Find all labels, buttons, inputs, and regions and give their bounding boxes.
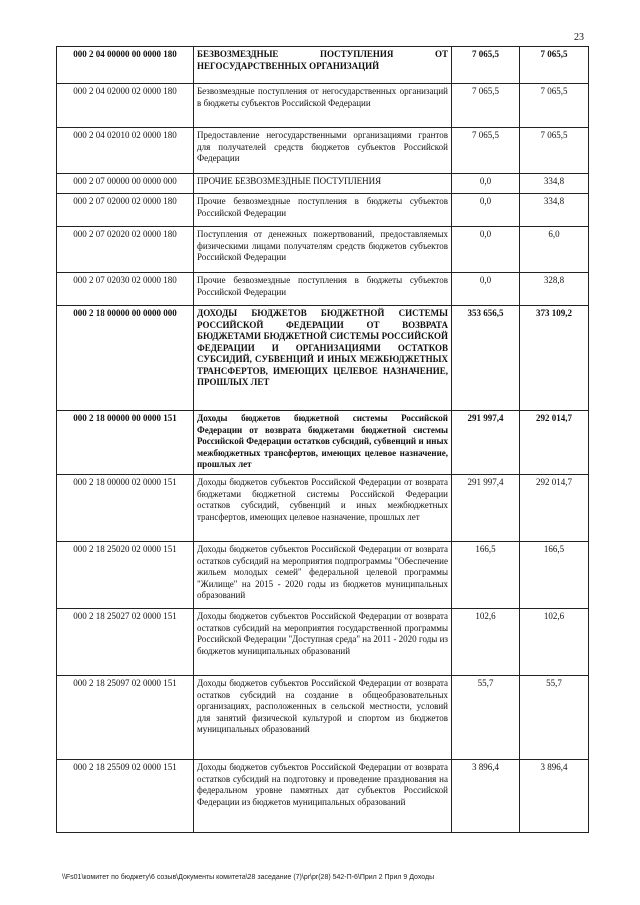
row-name: Безвозмездные поступления от негосударственных организаций в бюджеты субъектов Российской Федерации <box>194 84 452 128</box>
row-code: 000 2 18 25027 02 0000 151 <box>57 609 194 676</box>
row-value-plan: 291 997,4 <box>452 475 520 542</box>
table-row <box>57 306 589 411</box>
row-value-actual: 7 065,5 <box>520 47 589 84</box>
income-table <box>56 46 589 833</box>
row-name: Доходы бюджетов бюджетной системы Российской Федерации от возврата бюджетами бюджетной системы Российской Федерации остатков субсидий, субвенций и иных межбюджетных трансфертов, имеющих целевое назначение, прошлых лет <box>194 411 452 475</box>
row-code: 000 2 18 00000 02 0000 151 <box>57 475 194 542</box>
row-value-actual: 7 065,5 <box>520 128 589 174</box>
row-code: 000 2 07 02000 02 0000 180 <box>57 194 194 227</box>
row-value-actual: 334,8 <box>520 194 589 227</box>
row-value-actual: 7 065,5 <box>520 84 589 128</box>
row-name: Поступления от денежных пожертвований, предоставляемых физическими лицами получателям средств бюджетов субъектов Российской Федерации <box>194 227 452 273</box>
row-value-plan: 7 065,5 <box>452 84 520 128</box>
row-name: Доходы бюджетов субъектов Российской Федерации от возврата бюджетами бюджетной системы Российской Федерации остатков субсидий, субвенций и иных межбюджетных трансфертов, имеющих целевое назначение, прошлых лет <box>194 475 452 542</box>
row-code: 000 2 07 00000 00 0000 000 <box>57 174 194 194</box>
row-code: 000 2 04 02000 02 0000 180 <box>57 84 194 128</box>
row-value-actual: 334,8 <box>520 174 589 194</box>
table-row <box>57 411 589 475</box>
table-row <box>57 542 589 609</box>
footer-file-path: \\Fs01\комитет по бюджету\6 созыв\Документы комитета\28 заседание (7)\pr\pr(28) 542-П-6\Прил 2 Прил 9 Доходы <box>62 874 435 881</box>
row-code: 000 2 18 00000 00 0000 151 <box>57 411 194 475</box>
row-name: ПРОЧИЕ БЕЗВОЗМЕЗДНЫЕ ПОСТУПЛЕНИЯ <box>194 174 452 194</box>
row-value-actual: 3 896,4 <box>520 760 589 833</box>
row-name: Прочие безвозмездные поступления в бюджеты субъектов Российской Федерации <box>194 194 452 227</box>
row-value-actual: 6,0 <box>520 227 589 273</box>
row-code: 000 2 18 25020 02 0000 151 <box>57 542 194 609</box>
row-value-plan: 7 065,5 <box>452 128 520 174</box>
row-value-plan: 55,7 <box>452 676 520 760</box>
row-name: ДОХОДЫ БЮДЖЕТОВ БЮДЖЕТНОЙ СИСТЕМЫ РОССИЙСКОЙ ФЕДЕРАЦИИ ОТ ВОЗВРАТА БЮДЖЕТАМИ БЮДЖЕТНОЙ СИСТЕМЫ РОССИЙСКОЙ ФЕДЕРАЦИИ И ОРГАНИЗАЦИЯМИ ОСТАТКОВ СУБСИДИЙ, СУБВЕНЦИЙ И ИНЫХ МЕЖБЮДЖЕТНЫХ ТРАНСФЕРТОВ, ИМЕЮЩИХ ЦЕЛЕВОЕ НАЗНАЧЕНИЕ, ПРОШЛЫХ ЛЕТ <box>194 306 452 411</box>
row-code: 000 2 18 00000 00 0000 000 <box>57 306 194 411</box>
row-code: 000 2 04 02010 02 0000 180 <box>57 128 194 174</box>
table-row <box>57 676 589 760</box>
row-value-actual: 102,6 <box>520 609 589 676</box>
table-row <box>57 227 589 273</box>
row-name: Доходы бюджетов субъектов Российской Федерации от возврата остатков субсидий на создание в общеобразовательных организациях, расположенных в сельской местности, условий для занятий физической культурой и спортом из бюджетов муниципальных образований <box>194 676 452 760</box>
row-value-actual: 373 109,2 <box>520 306 589 411</box>
row-value-plan: 0,0 <box>452 273 520 306</box>
row-value-plan: 0,0 <box>452 174 520 194</box>
row-value-plan: 102,6 <box>452 609 520 676</box>
table-row <box>57 609 589 676</box>
row-value-actual: 55,7 <box>520 676 589 760</box>
row-value-actual: 292 014,7 <box>520 475 589 542</box>
table-row <box>57 760 589 833</box>
row-code: 000 2 18 25509 02 0000 151 <box>57 760 194 833</box>
row-name: Предоставление негосударственными организациями грантов для получателей средств бюджетов субъектов Российской Федерации <box>194 128 452 174</box>
row-value-plan: 3 896,4 <box>452 760 520 833</box>
table-body <box>57 47 589 833</box>
row-value-actual: 292 014,7 <box>520 411 589 475</box>
row-name: Доходы бюджетов субъектов Российской Федерации от возврата остатков субсидий на мероприятия подпрограммы "Обеспечение жильем молодых семей" федеральной целевой программы "Жилище" на 2015 - 2020 годы из бюджетов муниципальных образований <box>194 542 452 609</box>
row-name: Доходы бюджетов субъектов Российской Федерации от возврата остатков субсидий на мероприятия государственной программы Российской Федерации "Доступная среда" на 2011 - 2020 годы из бюджетов муниципальных образований <box>194 609 452 676</box>
table-row <box>57 128 589 174</box>
row-code: 000 2 07 02030 02 0000 180 <box>57 273 194 306</box>
table-row <box>57 174 589 194</box>
row-name: БЕЗВОЗМЕЗДНЫЕ ПОСТУПЛЕНИЯ ОТ НЕГОСУДАРСТВЕННЫХ ОРГАНИЗАЦИЙ <box>194 47 452 84</box>
row-value-plan: 166,5 <box>452 542 520 609</box>
row-name: Прочие безвозмездные поступления в бюджеты субъектов Российской Федерации <box>194 273 452 306</box>
row-name: Доходы бюджетов субъектов Российской Федерации от возврата остатков субсидий на подготовку и проведение празднования на федеральном уровне памятных дат субъектов Российской Федерации из бюджетов муниципальных образований <box>194 760 452 833</box>
row-value-plan: 7 065,5 <box>452 47 520 84</box>
row-code: 000 2 07 02020 02 0000 180 <box>57 227 194 273</box>
table-row <box>57 273 589 306</box>
table-row <box>57 475 589 542</box>
row-value-actual: 328,8 <box>520 273 589 306</box>
page-number: 23 <box>574 32 584 43</box>
row-value-plan: 291 997,4 <box>452 411 520 475</box>
row-code: 000 2 04 00000 00 0000 180 <box>57 47 194 84</box>
row-value-plan: 0,0 <box>452 227 520 273</box>
table-row <box>57 194 589 227</box>
table-row <box>57 84 589 128</box>
row-code: 000 2 18 25097 02 0000 151 <box>57 676 194 760</box>
row-value-actual: 166,5 <box>520 542 589 609</box>
table-row <box>57 47 589 84</box>
row-value-plan: 0,0 <box>452 194 520 227</box>
row-value-plan: 353 656,5 <box>452 306 520 411</box>
